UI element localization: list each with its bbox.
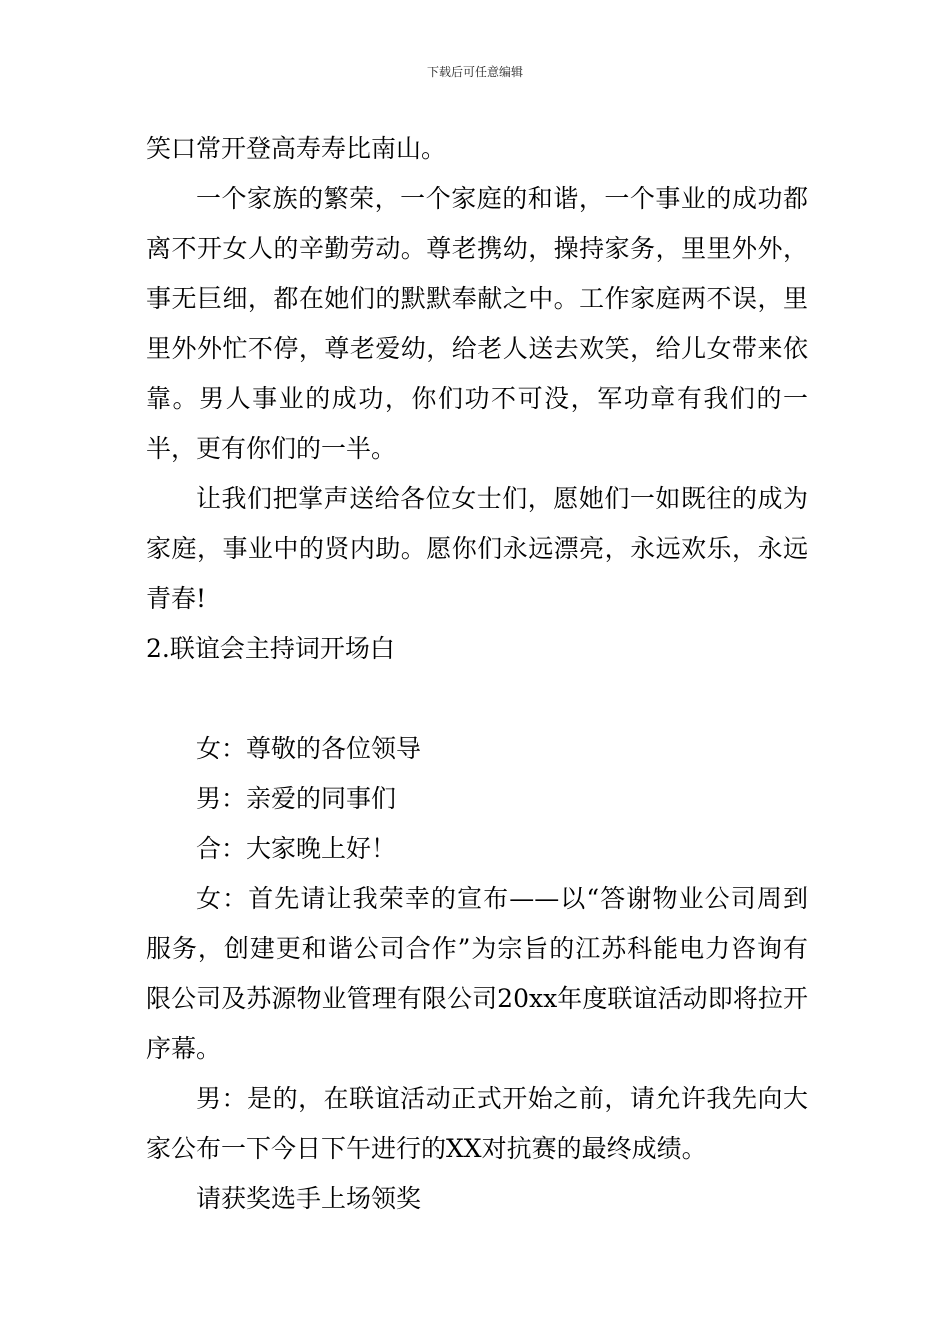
section-heading: 2.联谊会主持词开场白 xyxy=(146,634,395,663)
dialogue-line-3: 合：大家晚上好！ xyxy=(196,834,397,863)
paragraph-2: 一个家族的繁荣，一个家庭的和谐，一个事业的成功都离不开女人的辛勤劳动。尊老携幼，操持家务，里里外外，事无巨细，都在她们的默默奉献之中。工作家庭两不误，里里外外忙不停，尊老爱幼，给老人送去欢笑，给儿女带来依靠。男人事业的成功，你们功不可没，军功章有我们的一半，更有你们的一半。 xyxy=(146,184,808,463)
paragraph-3: 让我们把掌声送给各位女士们，愿她们一如既往的成为家庭，事业中的贤内助。愿你们永远漂亮，永远欢乐，永远青春! xyxy=(146,484,808,613)
document-body xyxy=(146,124,808,1224)
dialogue-line-5: 男：是的，在联谊活动正式开始之前，请允许我先向大家公布一下今日下午进行的XX对抗赛的最终成绩。 xyxy=(146,1084,808,1163)
dialogue-line-1: 女：尊敬的各位领导 xyxy=(196,734,422,763)
blank-line xyxy=(146,674,808,724)
page-header: 下载后可任意编辑 xyxy=(426,65,523,79)
dialogue-line-6: 请获奖选手上场领奖 xyxy=(196,1184,422,1213)
dialogue-line-2: 男：亲爱的同事们 xyxy=(196,784,397,813)
dialogue-line-4: 女：首先请让我荣幸的宣布——以“答谢物业公司周到服务，创建更和谐公司合作”为宗旨的江苏科能电力咨询有限公司及苏源物业管理有限公司20xx年度联谊活动即将拉开序幕。 xyxy=(146,884,808,1063)
paragraph-1: 笑口常开登高寿寿比南山。 xyxy=(146,134,447,163)
